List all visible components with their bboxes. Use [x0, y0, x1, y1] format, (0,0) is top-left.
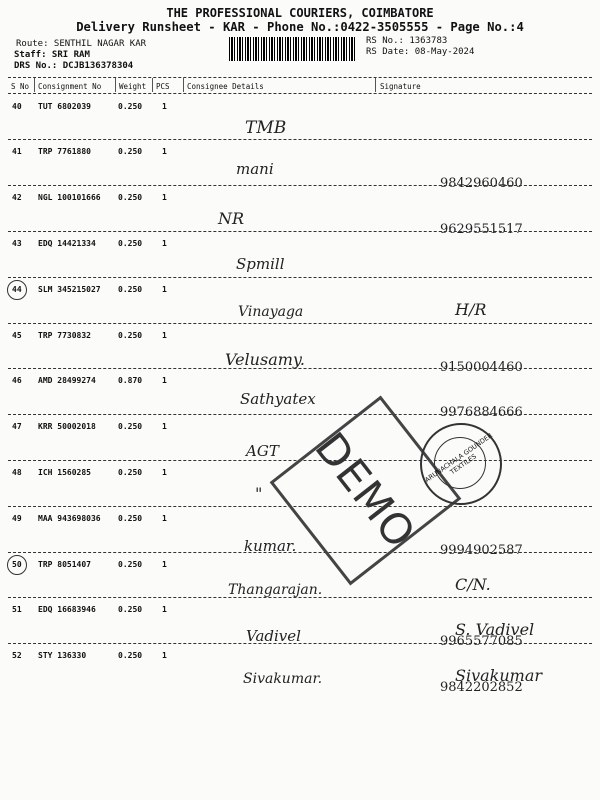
- row-signature-phone: 9842960460: [440, 176, 523, 191]
- row-consignment-no: NGL 100101666: [38, 193, 101, 202]
- row-sno: 43: [12, 239, 22, 248]
- barcode: [229, 37, 356, 61]
- row-consignment-no: TRP 7730832: [38, 331, 91, 340]
- row-pcs: 1: [162, 422, 167, 431]
- row-sno: 48: [12, 468, 22, 477]
- col-separator: [34, 78, 35, 92]
- row-sno: 42: [12, 193, 22, 202]
- col-separator: [115, 78, 116, 92]
- row-sno: 46: [12, 376, 22, 385]
- row-consignment-no: TUT 6802039: [38, 102, 91, 111]
- row-pcs: 1: [162, 514, 167, 523]
- row-separator: [8, 139, 592, 140]
- row-signature-phone: 9994902587: [440, 543, 523, 558]
- row-separator: [8, 368, 592, 369]
- row-weight: 0.250: [118, 193, 143, 202]
- route-label: Route: SENTHIL NAGAR KAR: [16, 39, 147, 49]
- drs-label: DRS No.: DCJB136378304: [14, 61, 134, 71]
- row-consignment-no: TRP 7761880: [38, 147, 91, 156]
- row-consignee-name: Sivakumar.: [243, 671, 323, 687]
- row-consignee-name: kumar.: [244, 537, 297, 555]
- col-header-consignment: Consignment No: [38, 82, 102, 91]
- rs-date: RS Date: 08-May-2024: [366, 47, 475, 57]
- row-weight: 0.250: [118, 331, 143, 340]
- row-pcs: 1: [162, 147, 167, 156]
- row-pcs: 1: [162, 560, 167, 569]
- row-consignment-no: TRP 8051407: [38, 560, 91, 569]
- row-weight: 0.250: [118, 514, 143, 523]
- row-consignee-name: Velusamy.: [225, 350, 305, 369]
- row-signature: H/R: [455, 300, 487, 319]
- col-separator: [152, 78, 153, 92]
- row-separator: [8, 231, 592, 232]
- row-signature: Sivakumar: [455, 666, 543, 685]
- col-header-sno: S No: [11, 82, 30, 91]
- row-weight: 0.250: [118, 285, 143, 294]
- row-consignment-no: ICH 1560285: [38, 468, 91, 477]
- col-header-weight: Weight: [119, 82, 147, 91]
- runsheet-title: Delivery Runsheet - KAR - Phone No.:0422-3505555 - Page No.:4: [76, 20, 524, 34]
- row-sno: 52: [12, 651, 22, 660]
- staff-label: Staff: SRI RAM: [14, 50, 90, 60]
- row-signature-phone: 9842202852: [440, 680, 523, 695]
- row-consignment-no: EDQ 14421334: [38, 239, 96, 248]
- row-weight: 0.250: [118, 102, 143, 111]
- row-consignee-name: AGT: [246, 442, 279, 460]
- company-stamp: ARUNACHALA GOUNDER TEXTILES: [420, 423, 502, 505]
- row-pcs: 1: [162, 102, 167, 111]
- header-top-line: [8, 77, 592, 78]
- row-sno: 49: [12, 514, 22, 523]
- row-weight: 0.250: [118, 147, 143, 156]
- demo-watermark: DEMO: [270, 395, 462, 585]
- row-signature-phone: 9976884666: [440, 405, 523, 420]
- col-header-pcs: PCS: [156, 82, 170, 91]
- row-pcs: 1: [162, 239, 167, 248]
- row-signature-phone: 9629551517: [440, 222, 523, 237]
- row-sno: 41: [12, 147, 22, 156]
- row-consignee-name: Vadivel: [246, 627, 301, 645]
- row-signature-phone: 9150004460: [440, 360, 523, 375]
- row-consignment-no: KRR 50002018: [38, 422, 96, 431]
- row-weight: 0.250: [118, 560, 143, 569]
- company-title: THE PROFESSIONAL COURIERS, COIMBATORE: [166, 6, 434, 20]
- row-separator: [8, 414, 592, 415]
- row-pcs: 1: [162, 605, 167, 614]
- col-header-signature: Signature: [380, 82, 421, 91]
- row-sno: 44: [12, 285, 22, 294]
- row-pcs: 1: [162, 651, 167, 660]
- row-consignee-name: NR: [218, 209, 245, 228]
- row-sno: 45: [12, 331, 22, 340]
- row-separator: [8, 323, 592, 324]
- row-pcs: 1: [162, 468, 167, 477]
- rs-number: RS No.: 1363783: [366, 36, 448, 46]
- row-weight: 0.250: [118, 239, 143, 248]
- row-consignee-name: Vinayaga: [238, 304, 304, 320]
- row-number-circle: [7, 555, 27, 575]
- col-separator: [375, 78, 376, 92]
- row-separator: [8, 185, 592, 186]
- row-pcs: 1: [162, 285, 167, 294]
- row-pcs: 1: [162, 193, 167, 202]
- row-weight: 0.250: [118, 651, 143, 660]
- row-separator: [8, 597, 592, 598]
- row-consignee-name: TMB: [245, 118, 287, 138]
- col-separator: [183, 78, 184, 92]
- row-sno: 47: [12, 422, 22, 431]
- row-sno: 40: [12, 102, 22, 111]
- row-separator: [8, 277, 592, 278]
- row-consignment-no: MAA 943698036: [38, 514, 101, 523]
- row-weight: 0.250: [118, 468, 143, 477]
- col-header-consignee: Consignee Details: [187, 82, 264, 91]
- row-consignee-name: Thangarajan.: [228, 582, 323, 598]
- row-signature: S. Vadivel: [455, 620, 535, 639]
- row-separator: [8, 643, 592, 644]
- row-consignment-no: STY 136330: [38, 651, 87, 660]
- row-weight: 0.870: [118, 376, 143, 385]
- row-signature-phone: 9965577085: [440, 634, 523, 649]
- row-consignee-name: Spmill: [236, 255, 285, 273]
- row-sno: 50: [12, 560, 22, 569]
- row-consignee-name: mani: [236, 160, 274, 178]
- row-sno: 51: [12, 605, 22, 614]
- row-number-circle: [7, 280, 27, 300]
- row-consignment-no: SLM 345215027: [38, 285, 101, 294]
- row-pcs: 1: [162, 376, 167, 385]
- header-bottom-line: [8, 93, 592, 94]
- row-separator: [8, 552, 592, 553]
- row-consignee-name: Sathyatex: [240, 390, 316, 408]
- row-weight: 0.250: [118, 422, 143, 431]
- row-consignee-name: ": [255, 484, 263, 503]
- row-weight: 0.250: [118, 605, 143, 614]
- row-consignment-no: AMD 28499274: [38, 376, 96, 385]
- row-pcs: 1: [162, 331, 167, 340]
- row-consignment-no: EDQ 16683946: [38, 605, 96, 614]
- row-signature: C/N.: [455, 575, 491, 594]
